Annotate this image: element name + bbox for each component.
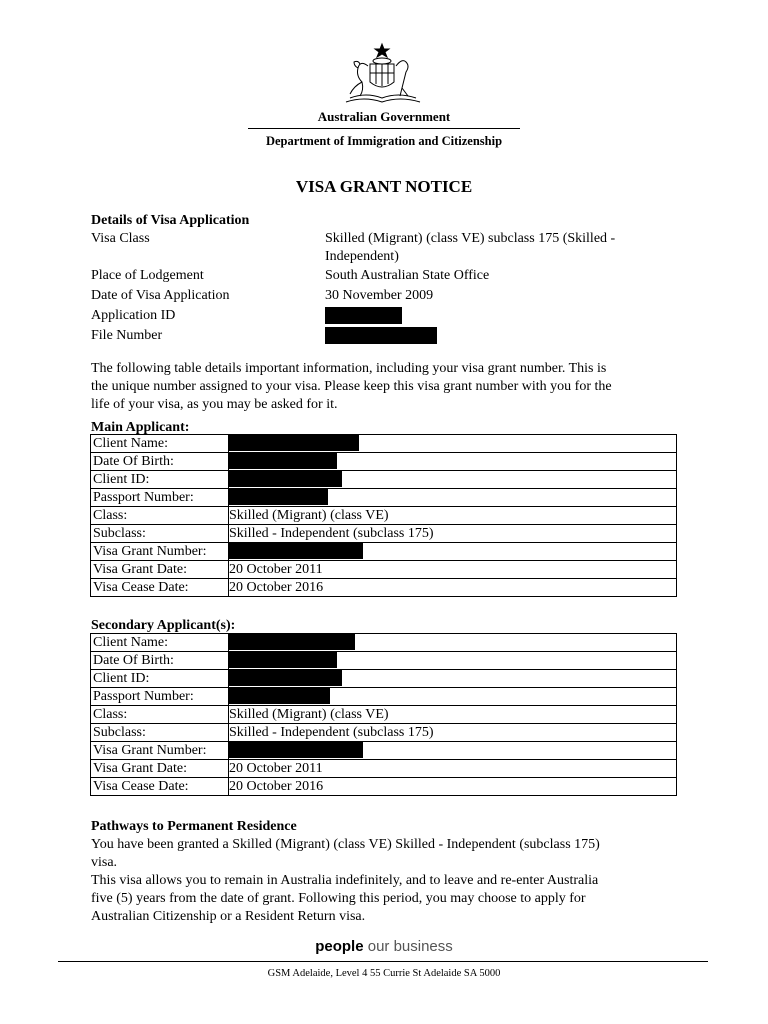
table-row: Client Name: <box>91 435 677 453</box>
table-row: Visa Grant Date: 20 October 2011 <box>91 760 677 778</box>
pathways-line: This visa allows you to remain in Australia indefinitely, and to leave and re-enter Australia <box>91 873 599 888</box>
details-heading: Details of Visa Application <box>91 213 250 228</box>
redaction-bar <box>229 742 363 758</box>
redaction-bar <box>229 453 337 469</box>
table-row: Client ID: <box>91 670 677 688</box>
table-row: Subclass: Skilled - Independent (subclass 175) <box>91 525 677 543</box>
table-row: Class: Skilled (Migrant) (class VE) <box>91 706 677 724</box>
visa-class-label: Visa Class <box>91 231 150 246</box>
table-row: Visa Cease Date: 20 October 2016 <box>91 778 677 796</box>
application-date-value: 30 November 2009 <box>325 288 434 303</box>
government-name: Australian Government <box>317 109 451 124</box>
footer-slogan: people our business <box>315 938 453 955</box>
redaction-bar <box>325 327 437 344</box>
redaction-bar <box>229 489 328 505</box>
footer-divider <box>58 961 708 962</box>
secondary-applicant-heading: Secondary Applicant(s): <box>91 618 236 633</box>
pathways-line: Australian Citizenship or a Resident Return visa. <box>91 909 366 924</box>
coat-of-arms-icon <box>340 42 424 106</box>
redaction-bar <box>229 435 359 451</box>
table-row: Visa Grant Date: 20 October 2011 <box>91 561 677 579</box>
application-date-label: Date of Visa Application <box>91 288 230 303</box>
table-row: Passport Number: <box>91 688 677 706</box>
file-number-label: File Number <box>91 328 163 343</box>
redaction-bar <box>229 634 355 650</box>
visa-class-line2: Independent) <box>325 249 399 264</box>
footer-address: GSM Adelaide, Level 4 55 Currie St Adelaide SA 5000 <box>267 968 501 979</box>
table-row: Visa Grant Number: <box>91 742 677 760</box>
secondary-applicant-table <box>90 633 677 796</box>
redaction-bar <box>229 688 330 704</box>
table-row: Subclass: Skilled - Independent (subclass 175) <box>91 724 677 742</box>
pathways-line: five (5) years from the date of grant. Following this period, you may choose to apply for <box>91 891 586 906</box>
page-title: VISA GRANT NOTICE <box>295 177 473 196</box>
main-applicant-table <box>90 434 677 597</box>
lodgement-value: South Australian State Office <box>325 268 490 283</box>
visa-class-line1: Skilled (Migrant) (class VE) subclass 175 (Skilled - <box>325 231 616 246</box>
lodgement-label: Place of Lodgement <box>91 268 204 283</box>
pathways-section <box>91 818 671 926</box>
redaction-bar <box>229 543 363 559</box>
intro-paragraph: The following table details important information, including your visa grant number. This is the unique number assigned to your visa. Please keep this visa grant number with you for the life of your visa, as you may be asked for it. <box>91 361 612 412</box>
department-name: Department of Immigration and Citizenship <box>265 134 503 148</box>
redaction-bar <box>229 652 337 668</box>
redaction-bar <box>229 670 342 686</box>
visa-class-value <box>325 230 675 266</box>
pathways-heading: Pathways to Permanent Residence <box>91 819 297 834</box>
table-row: Visa Grant Number: <box>91 543 677 561</box>
application-id-label: Application ID <box>91 308 176 323</box>
pathways-line: visa. <box>91 855 118 870</box>
table-row: Date Of Birth: <box>91 453 677 471</box>
table-row: Class: Skilled (Migrant) (class VE) <box>91 507 677 525</box>
pathways-line: You have been granted a Skilled (Migrant) (class VE) Skilled - Independent (subclass 175) <box>91 837 600 852</box>
table-row: Client ID: <box>91 471 677 489</box>
table-row: Passport Number: <box>91 489 677 507</box>
table-row: Visa Cease Date: 20 October 2016 <box>91 579 677 597</box>
redaction-bar <box>325 307 402 324</box>
table-row: Date Of Birth: <box>91 652 677 670</box>
header-divider <box>248 128 520 129</box>
redaction-bar <box>229 471 342 487</box>
table-row: Client Name: <box>91 634 677 652</box>
main-applicant-heading: Main Applicant: <box>91 420 190 435</box>
